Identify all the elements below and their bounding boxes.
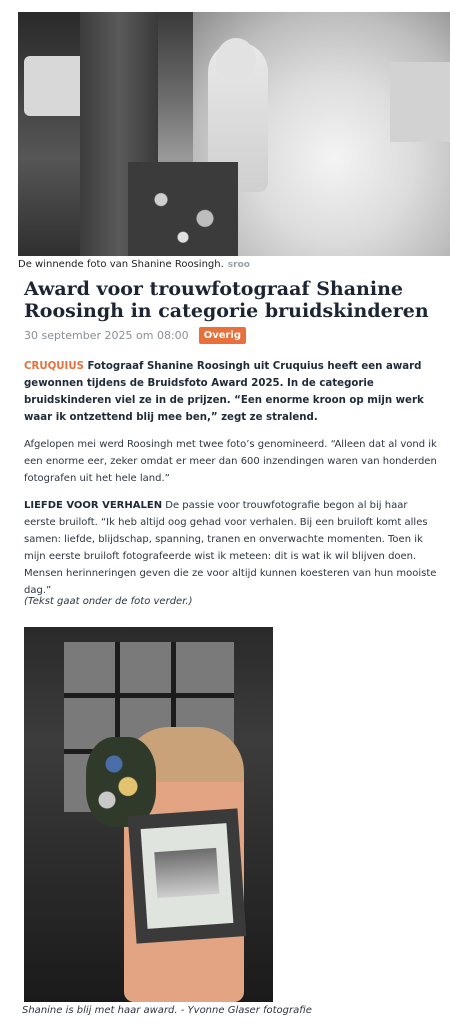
paragraph-2-text: De passie voor trouwfotografie begon al bij haar eerste bruiloft. “Ik heb altijd oog gehad voor verhalen. Bij een bruiloft komt alles samen: liefde, blijdschap, spanning, tranen en onverwachte momenten. Toen ik mijn eerste bruiloft fotografeerde wist ik meteen: dit is wat ik wil blijven doen. Mensen herinneringen geven die ze voor altijd kunnen koesteren van hun mooiste dag.” bbox=[24, 500, 437, 596]
hero-table bbox=[390, 62, 450, 142]
hero-photo[interactable] bbox=[18, 12, 450, 256]
award-photo-bouquet bbox=[86, 737, 156, 827]
hero-photo-credit: sroo bbox=[227, 260, 250, 270]
article-date: 30 september 2025 om 08:00 bbox=[24, 329, 189, 342]
category-tag[interactable]: Overig bbox=[199, 327, 246, 344]
lead-text: Fotograaf Shanine Roosingh uit Cruquius heeft een award gewonnen tijdens de Bruidsfoto Award 2025. In de categorie bruidskinderen viel ze in de prijzen. “Een enorme kroon op mijn werk waar ik ontzettend blij mee ben,” zegt ze stralend. bbox=[24, 361, 424, 423]
article-meta bbox=[24, 327, 246, 344]
award-photo-frame bbox=[128, 808, 247, 943]
hero-caption bbox=[18, 259, 250, 270]
paragraph-kicker: LIEFDE VOOR VERHALEN bbox=[24, 500, 163, 511]
award-photo-caption: Shanine is blij met haar award. - Yvonne Glaser fotografie bbox=[22, 1005, 312, 1016]
award-photo[interactable] bbox=[24, 627, 273, 1002]
article-paragraph-1: Afgelopen mei werd Roosingh met twee foto’s genomineerd. “Alleen dat al vond ik een enorme eer, zeker omdat er meer dan 600 inzendingen waren van honderden fotografen uit het hele land.” bbox=[24, 439, 437, 484]
article-lead bbox=[24, 358, 434, 426]
hero-flowers bbox=[128, 162, 238, 256]
award-frame-picture bbox=[154, 848, 219, 898]
continue-note: (Tekst gaat onder de foto verder.) bbox=[24, 596, 193, 607]
lead-location: CRUQUIUS bbox=[24, 361, 84, 372]
hero-child-head bbox=[216, 38, 256, 82]
hero-caption-text: De winnende foto van Shanine Roosingh. bbox=[18, 259, 224, 270]
article-title: Award voor trouwfotograaf Shanine Roosingh in categorie bruidskinderen bbox=[24, 278, 429, 322]
article-paragraph-2 bbox=[24, 497, 438, 599]
